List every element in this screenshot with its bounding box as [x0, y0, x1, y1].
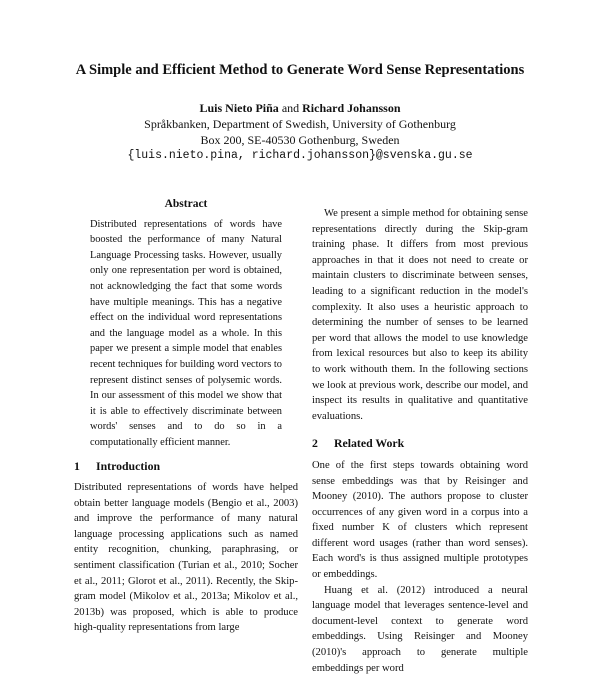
related-work-paragraph-2: Huang et al. (2012) introduced a neural language model that leverages sentence-level and document-level context to generate word embeddings. Using Reisinger and Mooney (2010)'s approach to generate multiple embeddings per word: [312, 584, 528, 674]
author-1: Luis Nieto Piña: [199, 101, 279, 115]
affiliation-line-2: Box 200, SE-40530 Gothenburg, Sweden: [200, 133, 400, 147]
left-column: [74, 197, 298, 636]
author-2: Richard Johansson: [302, 101, 401, 115]
introduction-heading: [74, 459, 298, 475]
paper-title: A Simple and Efficient Method to Generate Word Sense Representations: [75, 62, 525, 78]
author-line: [0, 100, 600, 116]
intro-continuation-paragraph: We present a simple method for obtaining sense representations directly during the Skip-gram training phase. It differs from most previous approaches in that it does not need to create or maintain clusters to discriminate between senses, leading to a significant reduction in the model's complexity. It also uses a heuristic approach to determining the number of senses to be learned per word that allows the model to use knowledge from lexical resources but also to keep its ability to work withouth them. In the following sections we look at previous work, describe our model, and inspect its results in qualitative and quantitative evaluations.: [312, 208, 528, 422]
section-number: 2: [312, 436, 318, 451]
affiliation-line-1: Språkbanken, Department of Swedish, University of Gothenburg: [144, 117, 456, 131]
author-conjunction: and: [281, 101, 300, 115]
author-emails: {luis.nieto.pina, richard.johansson}@svenska.gu.se: [127, 149, 473, 162]
author-block: [0, 100, 600, 164]
related-work-paragraph-1: One of the first steps towards obtaining word sense embeddings was that by Reisinger and Mooney (2010). The authors propose to cluster occurrences of any given word in a corpus into a fixed number K of clusters which represent different word usages (rather than word senses). Each word's is thus assigned multiple prototypes or embeddings.: [312, 459, 528, 581]
section-title: Introduction: [96, 458, 161, 473]
section-title: Related Work: [334, 436, 405, 451]
related-work-heading: [312, 436, 528, 452]
right-column: [312, 206, 528, 676]
introduction-paragraph: Distributed representations of words have helped obtain better language models (Bengio et al., 2003) and improve the performance of many natural language processing applications such as named entity recognition, chunking, paraphrasing, or sentiment classification (Turian et al., 2010; Socher et al., 2011; Glorot et al., 2011). Recently, the Skip-gram model (Mikolov et al., 2013a; Mikolov et al., 2013b) was proposed, which is able to produce high-quality representations from large: [74, 482, 298, 634]
section-number: 1: [74, 458, 80, 473]
abstract-body: Distributed representations of words have boosted the performance of many Natural Language Processing tasks. However, usually only one representation per word is obtained, not acknowledging the fact that some words have multiple meanings. This has a negative effect on the individual word representations and the language model as a whole. In this paper we present a simple model that enables recent techniques for building word vectors to represent distinct senses of polysemic words. In our assessment of this model we show that it is able to effectively discriminate between words' senses and to do so in a computationally efficient manner.: [90, 218, 282, 448]
abstract-heading: Abstract: [164, 198, 208, 210]
